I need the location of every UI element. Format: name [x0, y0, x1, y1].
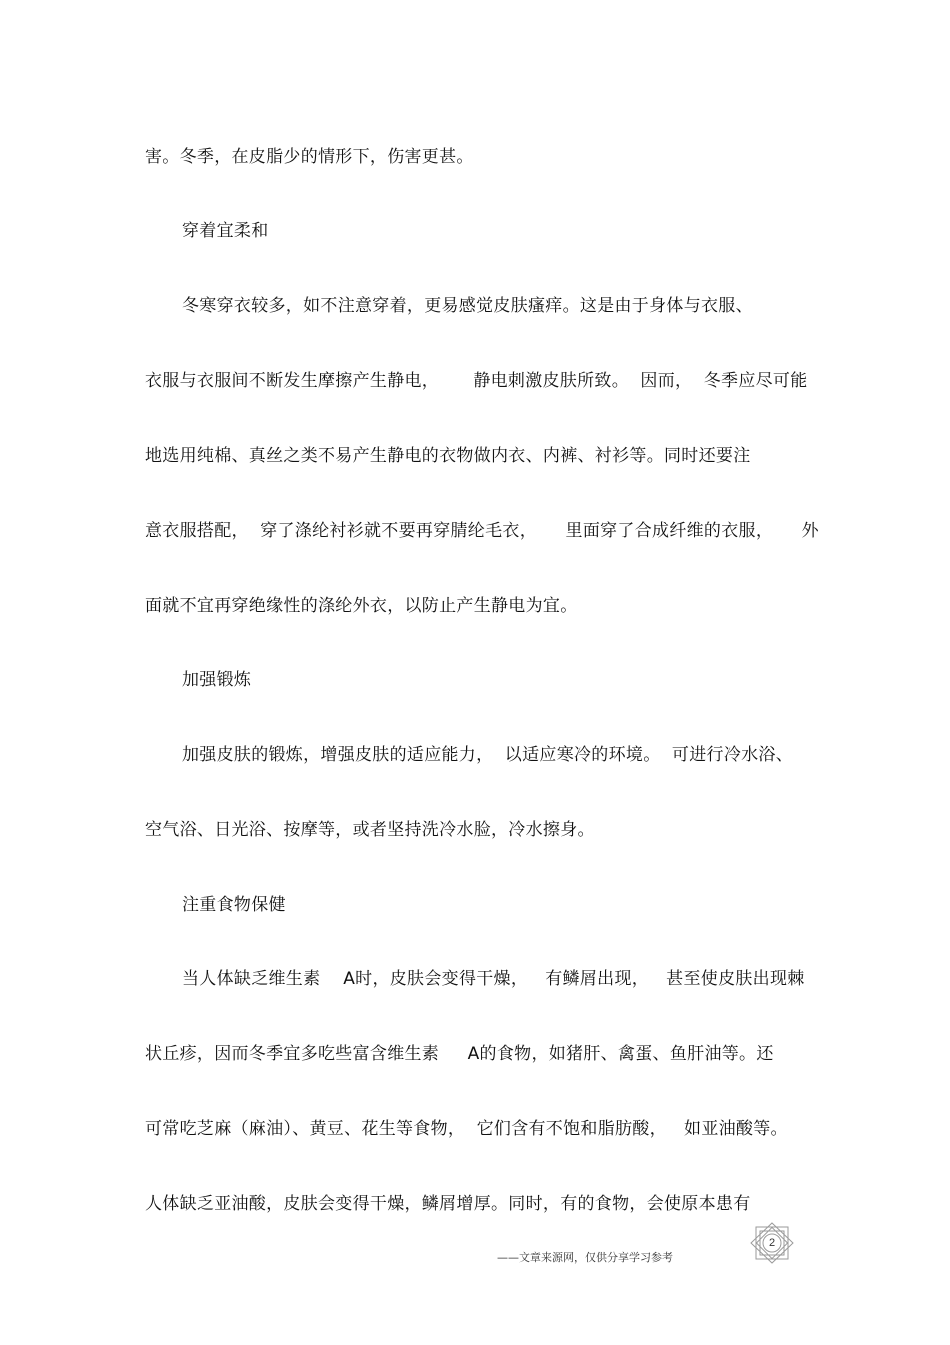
- section-heading: 穿着宜柔和: [182, 221, 269, 241]
- paragraph-line: 空气浴、日光浴、按摩等，或者坚持洗冷水脸，冷水擦身。: [145, 820, 595, 840]
- section-heading: 注重食物保健: [182, 895, 286, 915]
- paragraph-line: 衣服与衣服间不断发生摩擦产生静电， 静电刺激皮肤所致。 因而， 冬季应尽可能: [145, 371, 808, 391]
- paragraph-line: 可常吃芝麻（麻油）、黄豆、花生等食物， 它们含有不饱和脂肪酸， 如亚油酸等。: [145, 1119, 788, 1139]
- page-number: 2: [768, 1237, 776, 1249]
- paragraph-line: 害。冬季，在皮脂少的情形下，伤害更甚。: [145, 147, 474, 167]
- page-number-badge: [748, 1222, 796, 1264]
- paragraph-line: 状丘疹，因而冬季宜多吃些富含维生素 A的食物，如猪肝、禽蛋、鱼肝油等。还: [145, 1044, 774, 1064]
- paragraph-line: 面就不宜再穿绝缘性的涤纶外衣，以防止产生静电为宜。: [145, 596, 578, 616]
- paragraph-line: 加强皮肤的锻炼，增强皮肤的适应能力， 以适应寒冷的环境。 可进行冷水浴、: [182, 745, 794, 765]
- section-heading: 加强锻炼: [182, 670, 252, 690]
- footer-source-note: ——文章来源网，仅供分享学习参考: [497, 1251, 673, 1264]
- paragraph-line: 人体缺乏亚油酸，皮肤会变得干燥，鳞屑增厚。同时，有的食物，会使原本患有: [145, 1194, 751, 1214]
- paragraph-line: 意衣服搭配， 穿了涤纶衬衫就不要再穿腈纶毛衣， 里面穿了合成纤维的衣服， 外: [145, 521, 819, 541]
- paragraph-line: 冬寒穿衣较多，如不注意穿着，更易感觉皮肤瘙痒。这是由于身体与衣服、: [182, 296, 753, 316]
- paragraph-line: 地选用纯棉、真丝之类不易产生静电的衣物做内衣、内裤、衬衫等。同时还要注: [145, 446, 751, 466]
- paragraph-line: 当人体缺乏维生素 A时，皮肤会变得干燥， 有鳞屑出现， 甚至使皮肤出现棘: [182, 969, 805, 989]
